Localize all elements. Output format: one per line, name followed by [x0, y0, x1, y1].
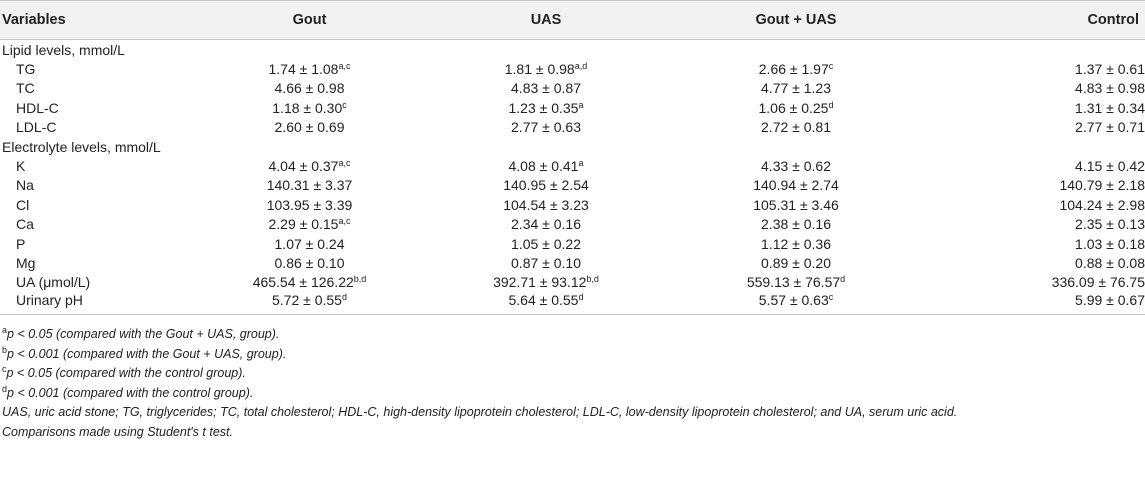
footnote-mark: c [2, 364, 7, 375]
section-title: Lipid levels, mmol/L [2, 41, 125, 58]
header-control: Control [923, 1, 1145, 40]
table-cell [669, 59, 923, 78]
table-cell [923, 195, 1145, 214]
cell-value: 392.71 ± 93.12 [493, 274, 587, 291]
header-gout: Gout [196, 1, 423, 40]
table-cell [923, 156, 1145, 175]
table-cell [669, 273, 923, 292]
table-row [0, 234, 1145, 253]
table-cell [196, 98, 423, 117]
table-cell [423, 156, 669, 175]
cell-value: 140.31 ± 3.37 [266, 177, 353, 194]
cell-value: 4.83 ± 0.87 [511, 80, 581, 97]
cell-value: 103.95 ± 3.39 [266, 196, 353, 213]
footnote [2, 384, 1145, 404]
table-cell [196, 156, 423, 175]
footnote-text: p < 0.001 (compared with the Gout + UAS, group). [7, 346, 287, 361]
cell-value: 5.57 ± 0.63 [758, 292, 829, 309]
table-row [0, 195, 1145, 214]
significance-marker: c [828, 61, 834, 72]
table-cell [923, 292, 1145, 315]
row-label: Mg [16, 254, 36, 271]
section-row [0, 137, 1145, 156]
table-cell [423, 195, 669, 214]
table-cell [196, 176, 423, 195]
cell-value: 0.87 ± 0.10 [511, 254, 581, 271]
table-cell [669, 176, 923, 195]
table-cell [923, 273, 1145, 292]
cell-value: 2.35 ± 0.13 [1075, 216, 1145, 233]
table-cell [423, 176, 669, 195]
cell-value: 336.09 ± 76.75 [1051, 274, 1145, 291]
table-cell [423, 59, 669, 78]
section-row [0, 40, 1145, 60]
section-title: Electrolyte levels, mmol/L [2, 138, 161, 155]
cell-value: 2.34 ± 0.16 [511, 216, 581, 233]
significance-marker: a,c [338, 158, 351, 169]
table-cell [669, 79, 923, 98]
significance-marker: c [828, 292, 834, 303]
row-label: Ca [16, 216, 34, 233]
table-cell [423, 118, 669, 137]
cell-value: 140.94 ± 2.74 [753, 177, 839, 194]
cell-value: 1.12 ± 0.36 [761, 235, 831, 252]
row-label: Na [16, 177, 34, 194]
footnote [2, 325, 1145, 345]
table-cell [196, 253, 423, 272]
table-row [0, 215, 1145, 234]
cell-value: 2.77 ± 0.71 [1075, 119, 1145, 136]
table-cell [923, 118, 1145, 137]
row-label: Urinary pH [0, 292, 196, 315]
table-row [0, 273, 1145, 292]
footnote-mark: b [2, 344, 8, 355]
header-gout-uas: Gout + UAS [669, 1, 923, 40]
cell-value: 4.04 ± 0.37 [268, 158, 339, 175]
significance-marker: d [828, 99, 834, 110]
header-variables: Variables [0, 1, 196, 40]
footnote-mark: d [2, 383, 8, 394]
table-cell [196, 215, 423, 234]
table-cell [423, 292, 669, 315]
cell-value: 1.81 ± 0.98 [504, 61, 575, 78]
significance-marker: a [578, 99, 584, 110]
table-cell [423, 215, 669, 234]
table-cell [669, 118, 923, 137]
cell-value: 1.07 ± 0.24 [274, 235, 345, 252]
table-cell [196, 195, 423, 214]
cell-value: 1.18 ± 0.30 [272, 99, 343, 116]
significance-marker: a [578, 158, 584, 169]
table-cell [669, 234, 923, 253]
row-label: TC [16, 80, 35, 97]
cell-value: 105.31 ± 3.46 [753, 196, 839, 213]
table-row [0, 292, 1145, 315]
table-cell [669, 195, 923, 214]
header-uas: UAS [423, 1, 669, 40]
table-cell [196, 118, 423, 137]
table-cell [669, 292, 923, 315]
table-cell [923, 98, 1145, 117]
significance-marker: d [578, 292, 584, 303]
row-label: Cl [16, 196, 30, 213]
table-cell [923, 234, 1145, 253]
cell-value: 465.54 ± 126.22 [252, 274, 354, 291]
cell-value: 1.05 ± 0.22 [511, 235, 581, 252]
cell-value: 2.29 ± 0.15 [268, 216, 339, 233]
table-cell [669, 156, 923, 175]
footnote-text: p < 0.05 (compared with the Gout + UAS, group). [7, 327, 280, 342]
row-label: K [16, 158, 26, 175]
cell-value: 1.74 ± 1.08 [268, 61, 339, 78]
cell-value: 4.83 ± 0.98 [1075, 80, 1145, 97]
row-label: TG [16, 61, 36, 78]
table-cell [923, 215, 1145, 234]
cell-value: 4.66 ± 0.98 [274, 80, 345, 97]
table-cell [423, 234, 669, 253]
cell-value: 0.86 ± 0.10 [274, 254, 345, 271]
footnote [2, 345, 1145, 365]
cell-value: 104.24 ± 2.98 [1059, 196, 1145, 213]
row-label: P [16, 235, 26, 252]
cell-value: 4.77 ± 1.23 [761, 80, 831, 97]
table-cell [423, 79, 669, 98]
cell-value: 0.89 ± 0.20 [761, 254, 831, 271]
significance-marker: d [341, 292, 347, 303]
cell-value: 0.88 ± 0.08 [1075, 254, 1145, 271]
footnote-list [2, 325, 1145, 403]
table-cell [196, 234, 423, 253]
cell-value: 2.38 ± 0.16 [761, 216, 831, 233]
table-row [0, 79, 1145, 98]
table-cell [669, 253, 923, 272]
table-cell [423, 98, 669, 117]
cell-value: 1.37 ± 0.61 [1075, 61, 1145, 78]
abbreviations-note: UAS, uric acid stone; TG, triglycerides; TC, total cholesterol; HDL-C, high-density lipoprotein cholesterol; LDL-C, low-density lipoprotein cholesterol; and UA, serum uric acid. [2, 405, 958, 420]
table-row [0, 59, 1145, 78]
footnote-text: p < 0.001 (compared with the control group). [7, 385, 254, 400]
row-label: UA (μmol/L) [16, 274, 91, 291]
table-cell [423, 273, 669, 292]
table-cell [923, 59, 1145, 78]
table-cell [196, 59, 423, 78]
table-row [0, 176, 1145, 195]
cell-value: 2.60 ± 0.69 [274, 119, 345, 136]
cell-value: 1.03 ± 0.18 [1075, 235, 1145, 252]
row-label: HDL-C [16, 99, 59, 116]
cell-value: 4.08 ± 0.41 [508, 158, 579, 175]
table-cell [669, 215, 923, 234]
table-row [0, 156, 1145, 175]
table-cell [196, 79, 423, 98]
table-row [0, 118, 1145, 137]
table-cell [923, 253, 1145, 272]
table-row [0, 253, 1145, 272]
significance-marker: b,d [586, 274, 599, 285]
cell-value: 2.66 ± 1.97 [758, 61, 829, 78]
significance-marker: a,c [338, 61, 351, 72]
table-cell [669, 98, 923, 117]
header-row [0, 1, 1145, 40]
cell-value: 1.31 ± 0.34 [1075, 99, 1145, 116]
significance-marker: d [840, 274, 846, 285]
cell-value: 1.06 ± 0.25 [758, 99, 829, 116]
cell-value: 2.72 ± 0.81 [761, 119, 831, 136]
significance-marker: a,c [338, 216, 351, 227]
footnote-mark: a [2, 325, 8, 336]
table-cell [923, 79, 1145, 98]
significance-marker: c [342, 99, 347, 110]
cell-value: 559.13 ± 76.57 [746, 274, 841, 291]
significance-marker: b,d [353, 274, 367, 285]
table-cell [423, 253, 669, 272]
cell-value: 5.72 ± 0.55 [272, 292, 342, 309]
cell-value: 4.15 ± 0.42 [1075, 158, 1145, 175]
cell-value: 104.54 ± 3.23 [503, 196, 589, 213]
cell-value: 4.33 ± 0.62 [761, 158, 831, 175]
table-body [0, 40, 1145, 315]
table-notes [0, 325, 1145, 442]
cell-value: 140.95 ± 2.54 [503, 177, 589, 194]
footnote-text: p < 0.05 (compared with the control group). [6, 366, 246, 381]
cell-value: 2.77 ± 0.63 [511, 119, 581, 136]
method-note: Comparisons made using Student's t test. [2, 424, 233, 439]
row-label: LDL-C [16, 119, 57, 136]
cell-value: 5.64 ± 0.55 [508, 292, 579, 309]
footnote [2, 364, 1145, 384]
significance-marker: a,d [574, 61, 588, 72]
cell-value: 140.79 ± 2.18 [1059, 177, 1145, 194]
cell-value: 1.23 ± 0.35 [508, 99, 579, 116]
table-cell [923, 176, 1145, 195]
table-cell [196, 292, 423, 315]
cell-value: 5.99 ± 0.67 [1075, 292, 1145, 309]
table-cell [196, 273, 423, 292]
table-row [0, 98, 1145, 117]
